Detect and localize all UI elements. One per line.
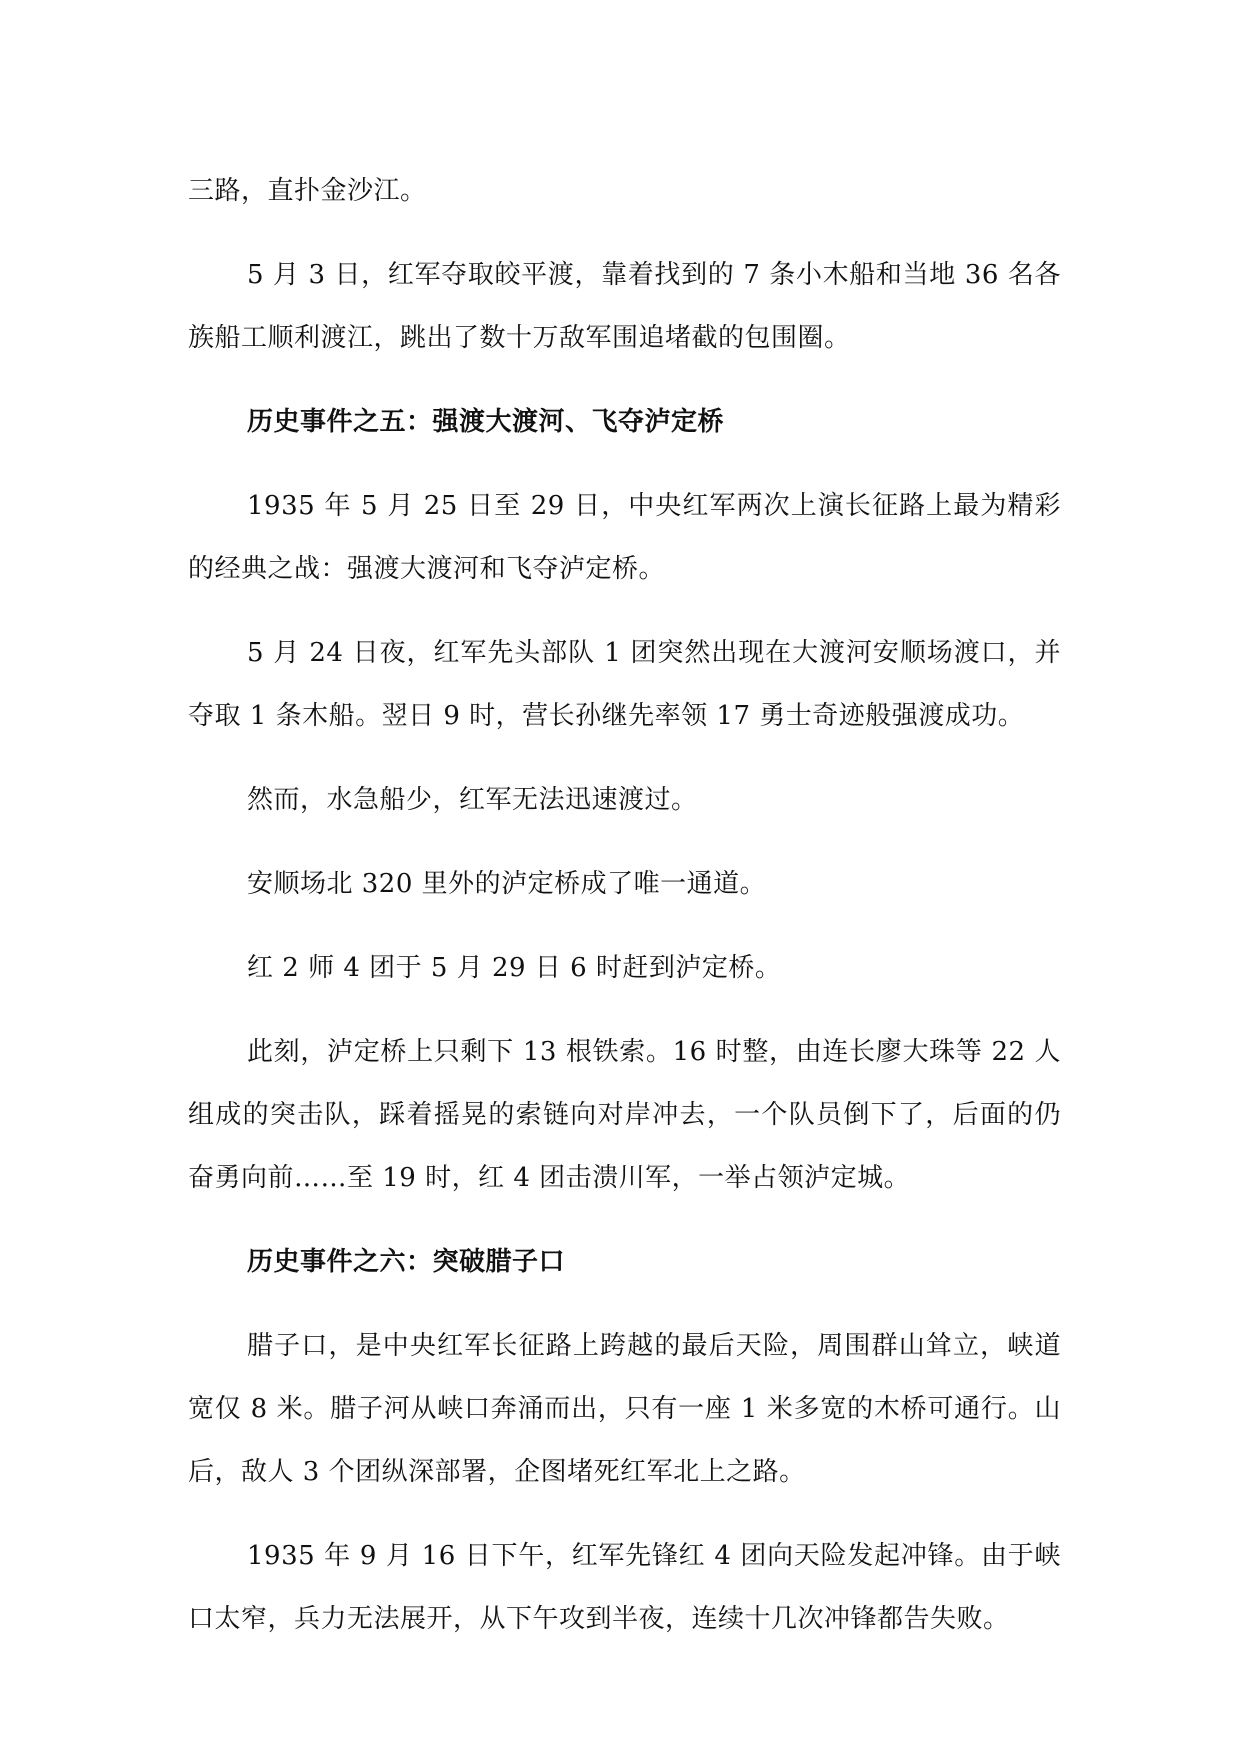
heading-event-six: 历史事件之六：突破腊子口 bbox=[247, 1247, 566, 1277]
paragraph-iron-chains: 此刻，泸定桥上只剩下 13 根铁索。16 时整，由连长廖大珠等 22 人组成的突击队，踩着摇晃的索链向对岸冲去，一个队员倒下了，后面的仍奋勇向前……至 19 时，红 4 团击溃川军，一举占领泸定城。 bbox=[188, 1037, 1061, 1193]
paragraph-luding-only-route: 安顺场北 320 里外的泸定桥成了唯一通道。 bbox=[247, 869, 767, 899]
paragraph-regiment-arrival: 红 2 师 4 团于 5 月 29 日 6 时赶到泸定桥。 bbox=[247, 953, 782, 983]
paragraph-continuation: 三路，直扑金沙江。 bbox=[188, 176, 427, 206]
paragraph-jiaopingdu: 5 月 3 日，红军夺取皎平渡，靠着找到的 7 条小木船和当地 36 名各族船工顺利渡江，跳出了数十万敌军围追堵截的包围圈。 bbox=[188, 260, 1061, 353]
paragraph-assault: 1935 年 9 月 16 日下午，红军先锋红 4 团向天险发起冲锋。由于峡口太窄，兵力无法展开，从下午攻到半夜，连续十几次冲锋都告失败。 bbox=[188, 1541, 1061, 1634]
paragraph-fast-water: 然而，水急船少，红军无法迅速渡过。 bbox=[247, 785, 698, 815]
paragraph-dadu-overview: 1935 年 5 月 25 日至 29 日，中央红军两次上演长征路上最为精彩的经典之战：强渡大渡河和飞夺泸定桥。 bbox=[188, 491, 1061, 584]
paragraph-anshunchang: 5 月 24 日夜，红军先头部队 1 团突然出现在大渡河安顺场渡口，并夺取 1 条木船。翌日 9 时，营长孙继先率领 17 勇士奇迹般强渡成功。 bbox=[188, 638, 1061, 731]
paragraph-lazikou: 腊子口，是中央红军长征路上跨越的最后天险，周围群山耸立，峡道宽仅 8 米。腊子河从峡口奔涌而出，只有一座 1 米多宽的木桥可通行。山后，敌人 3 个团纵深部署，企图堵死红军北上之路。 bbox=[188, 1331, 1061, 1487]
document-body bbox=[188, 160, 1061, 1672]
heading-event-five: 历史事件之五：强渡大渡河、飞夺泸定桥 bbox=[247, 407, 725, 437]
